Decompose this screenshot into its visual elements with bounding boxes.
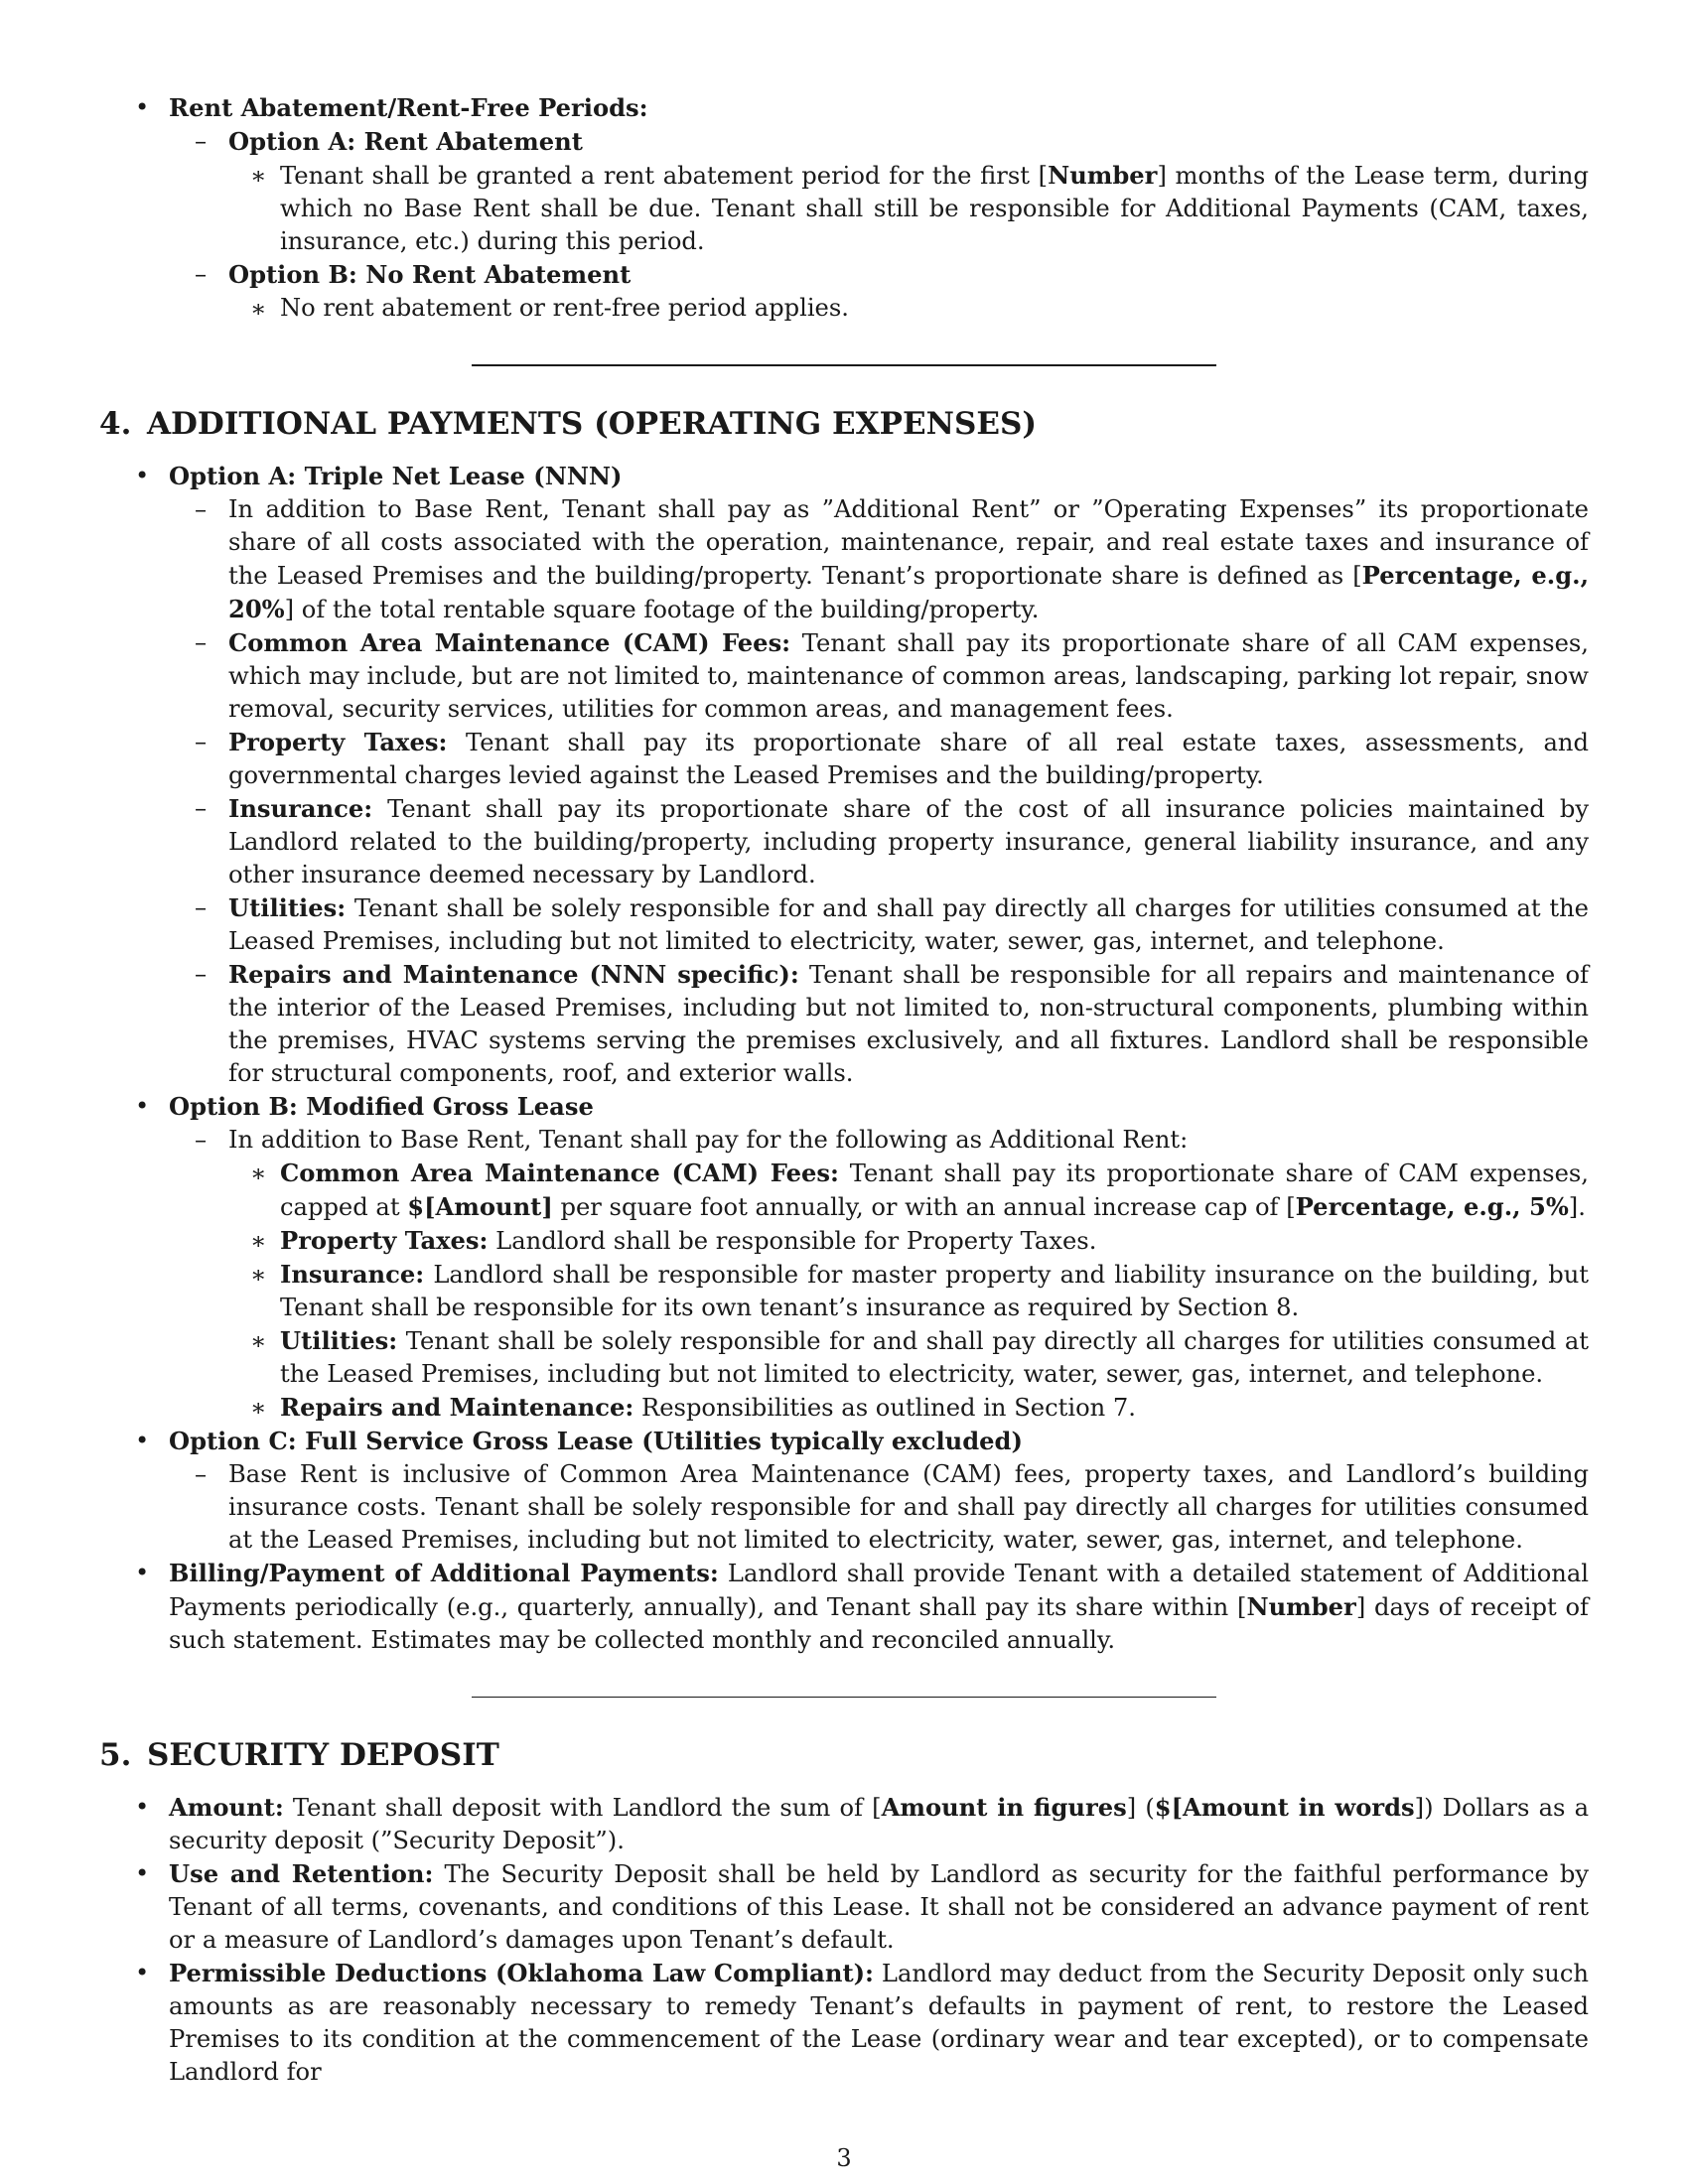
list-item: • Option A: Triple Net Lease (NNN) – In addition to Base Rent, Tenant shall pay as ”Additional Rent” or ”Operating Expenses” its proportionate share of all costs associated with the operation, maintenance, repair, and real estate taxes and insurance of the Leased Premises and the building/property. Tenant’s proportionate share is defined as [Percentage, e.g., 20%] of the total rentable square footage of the building/property. – Common Area Maintenance (CAM) Fees: Tenant shall pay its proportionate share of all CAM expenses, which may include, but are not limited to, maintenance of common areas, landscaping, parking lot repair, snow removal, security services, utilities for common areas, and management fees. – Property Taxes: Tenant shall pay its proportionate share of all real estate taxes, assessments, and governmental charges levied against the Leased Premises and the building/property. – Insurance: Tenant shall pay its proportionate share of the cost of all insurance policies maintained by Landlord related to the building/property, including property insurance, general liability insurance, and any other insurance deemed necessary by Landlord. – Utilities: Tenant shall be solely responsible for and shall pay directly all charges for utilities consumed at the Leased Premises, including but not limited to electricity, water, sewer, gas, internet, and telephone. – Repairs and Maintenance (NNN specific): Tenant shall be responsible for all repairs and maintenance of the interior of the Leased Premises, including but not limited to, non-structural components, plumbing within the premises, HVAC systems serving the premises exclusively, and all fixtures. Landlord shall be responsible for structural components, roof, and exterior walls. [99, 460, 1589, 1090]
security-deposit-list [99, 1791, 1589, 2089]
list-item: – Common Area Maintenance (CAM) Fees: Tenant shall pay its proportionate share of all CAM expenses, which may include, but are not limited to, maintenance of common areas, landscaping, parking lot repair, snow removal, security services, utilities for common areas, and management fees. [169, 626, 1589, 726]
list-item: ∗ No rent abatement or rent-free period applies. [228, 292, 1589, 325]
list-item: • Option B: Modified Gross Lease – In addition to Base Rent, Tenant shall pay for the following as Additional Rent: ∗ Common Area Maintenance (CAM) Fees: Tenant shall pay its proportionate share of CAM expenses, capped at $[Amount] per square foot annually, or with an annual increase cap of [Percentage, e.g., 5%]. ∗ Property Taxes: Landlord shall be responsible for Property Taxes. ∗ Insurance: Landlord shall be responsible for master property and liability insurance on the building, but Tenant shall be responsible for its own tenant’s insurance as required by Section 8. ∗ Utilities: Tenant shall be solely responsible for and shall pay directly all charges for utilities consumed at the Leased Premises, including but not limited to electricity, water, sewer, gas, internet, and telephone. ∗ Repairs and Maintenance: Responsibilities as outlined in Section 7. [99, 1090, 1589, 1425]
list-item: • Permissible Deductions (Oklahoma Law Compliant): Landlord may deduct from the Security Deposit only such amounts as are reasonably necessary to remedy Tenant’s defaults in payment of rent, to restore the Leased Premises to its condition at the commencement of the Lease (ordinary wear and tear excepted), or to compensate Landlord for [99, 1957, 1589, 2089]
document-page [99, 91, 1589, 2089]
list-item: – Property Taxes: Tenant shall pay its proportionate share of all real estate taxes, assessments, and governmental charges levied against the Leased Premises and the building/property. [169, 726, 1589, 792]
list-item: – Repairs and Maintenance (NNN specific): Tenant shall be responsible for all repairs and maintenance of the interior of the Leased Premises, including but not limited to, non-structural components, plumbing within the premises, HVAC systems serving the premises exclusively, and all fixtures. Landlord shall be responsible for structural components, roof, and exterior walls. [169, 958, 1589, 1090]
list-item: ∗ Tenant shall be granted a rent abatement period for the first [Number] months of the Lease term, during which no Base Rent shall be due. Tenant shall still be responsible for Additional Payments (CAM, taxes, insurance, etc.) during this period. [228, 159, 1589, 258]
list-item [169, 258, 1589, 325]
list-item: • Option C: Full Service Gross Lease (Utilities typically excluded) – Base Rent is inclusive of Common Area Maintenance (CAM) fees, property taxes, and Landlord’s building insurance costs. Tenant shall be solely responsible for and shall pay directly all charges for utilities consumed at the Leased Premises, including but not limited to electricity, water, sewer, gas, internet, and telephone. [99, 1425, 1589, 1557]
additional-payments-list [99, 460, 1589, 1657]
list-item: ∗ Utilities: Tenant shall be solely responsible for and shall pay directly all charges for utilities consumed at the Leased Premises, including but not limited to electricity, water, sewer, gas, internet, and telephone. [228, 1324, 1589, 1391]
list-item: – Utilities: Tenant shall be solely responsible for and shall pay directly all charges for utilities consumed at the Leased Premises, including but not limited to electricity, water, sewer, gas, internet, and telephone. [169, 891, 1589, 958]
section-heading: 4. ADDITIONAL PAYMENTS (OPERATING EXPENSES) [99, 406, 1038, 442]
list-item: – In addition to Base Rent, Tenant shall pay for the following as Additional Rent: ∗ Common Area Maintenance (CAM) Fees: Tenant shall pay its proportionate share of CAM expenses, capped at $[Amount] per square foot annually, or with an annual increase cap of [Percentage, e.g., 5%]. ∗ Property Taxes: Landlord shall be responsible for Property Taxes. ∗ Insurance: Landlord shall be responsible for master property and liability insurance on the building, but Tenant shall be responsible for its own tenant’s insurance as required by Section 8. ∗ Utilities: Tenant shall be solely responsible for and shall pay directly all charges for utilities consumed at the Leased Premises, including but not limited to electricity, water, sewer, gas, internet, and telephone. ∗ Repairs and Maintenance: Responsibilities as outlined in Section 7. [169, 1124, 1589, 1425]
list-item: ∗ Common Area Maintenance (CAM) Fees: Tenant shall pay its proportionate share of CAM expenses, capped at $[Amount] per square foot annually, or with an annual increase cap of [Percentage, e.g., 5%]. [228, 1157, 1589, 1224]
option-a-title: Option A: Rent Abatement [228, 127, 583, 156]
list-item: • Use and Retention: The Security Deposit shall be held by Landlord as security for the faithful performance by Tenant of all terms, covenants, and conditions of this Lease. It shall not be considered an advance payment of rent or a measure of Landlord’s damages upon Tenant’s default. [99, 1857, 1589, 1957]
list-item: ∗ Repairs and Maintenance: Responsibilities as outlined in Section 7. [228, 1391, 1589, 1425]
list-item: – Base Rent is inclusive of Common Area Maintenance (CAM) fees, property taxes, and Landlord’s building insurance costs. Tenant shall be solely responsible for and shall pay directly all charges for utilities consumed at the Leased Premises, including but not limited to electricity, water, sewer, gas, internet, and telephone. [169, 1458, 1589, 1557]
section-heading: 5. SECURITY DEPOSIT [99, 1737, 499, 1773]
list-item [99, 91, 1589, 325]
page-number: 3 [836, 2144, 852, 2172]
list-item [169, 125, 1589, 258]
rent-abatement-list [99, 91, 1589, 325]
list-item: – Insurance: Tenant shall pay its proportionate share of the cost of all insurance policies maintained by Landlord related to the building/property, including property insurance, general liability insurance, and any other insurance deemed necessary by Landlord. [169, 792, 1589, 891]
list-item: ∗ Insurance: Landlord shall be responsible for master property and liability insurance on the building, but Tenant shall be responsible for its own tenant’s insurance as required by Section 8. [228, 1258, 1589, 1324]
section-divider [472, 364, 1216, 366]
list-item: – In addition to Base Rent, Tenant shall pay as ”Additional Rent” or ”Operating Expenses” its proportionate share of all costs associated with the operation, maintenance, repair, and real estate taxes and insurance of the Leased Premises and the building/property. Tenant’s proportionate share is defined as [Percentage, e.g., 20%] of the total rentable square footage of the building/property. [169, 493, 1589, 626]
list-item: • Amount: Tenant shall deposit with Landlord the sum of [Amount in figures] ($[Amount in words]) Dollars as a security deposit (”Security Deposit”). [99, 1791, 1589, 1857]
rent-abatement-title: Rent Abatement/Rent-Free Periods: [169, 93, 648, 122]
list-item: • Billing/Payment of Additional Payments: Landlord shall provide Tenant with a detailed statement of Additional Payments periodically (e.g., quarterly, annually), and Tenant shall pay its share within [Number] days of receipt of such statement. Estimates may be collected monthly and reconciled annually. [99, 1557, 1589, 1657]
option-b-title: Option B: No Rent Abatement [228, 260, 632, 289]
list-item: ∗ Property Taxes: Landlord shall be responsible for Property Taxes. [228, 1224, 1589, 1258]
section-divider [472, 1697, 1216, 1698]
